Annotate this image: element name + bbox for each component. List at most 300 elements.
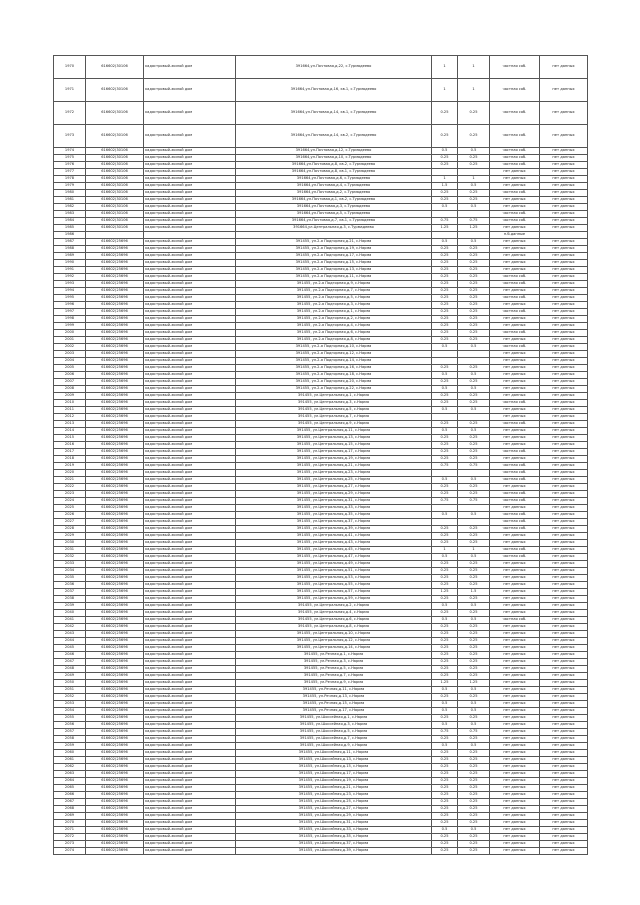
row-number-cell: 2033: [54, 561, 86, 568]
object-type-cell: кадастровый-жилой дом: [144, 652, 236, 659]
share-cell: 0.25: [458, 785, 490, 792]
ownership-cell: нет данных: [490, 582, 540, 589]
share-cell: [458, 232, 490, 239]
area-cell: 1: [432, 547, 458, 554]
address-cell: 391455, ул.Шоссейная,д.21, с.Нарма: [236, 785, 432, 792]
address-cell: 391455, ул.2-я Подгорная,д.7, с.Нарма: [236, 288, 432, 295]
row-number-cell: 2017: [54, 449, 86, 456]
cadastral-code-cell: 616602(25696: [86, 505, 144, 512]
object-type-cell: кадастровый-жилой дом: [144, 372, 236, 379]
status-cell: нет данных: [540, 218, 588, 225]
table-row: [54, 169, 588, 176]
row-number-cell: 2065: [54, 785, 86, 792]
cadastral-code-cell: 616602(25696: [86, 421, 144, 428]
share-cell: 0.25: [458, 253, 490, 260]
status-cell: нет данных: [540, 393, 588, 400]
area-cell: 0.5: [432, 344, 458, 351]
address-cell: 391664,ул.Почтовая,д.14, кв.1, с.Турмадеево: [236, 102, 432, 125]
ownership-cell: нет данных: [490, 624, 540, 631]
share-cell: 0.25: [458, 820, 490, 827]
object-type-cell: кадастровый-жилой дом: [144, 393, 236, 400]
cadastral-code-cell: 616602(25696: [86, 379, 144, 386]
area-cell: 0.25: [432, 645, 458, 652]
area-cell: 0.75: [432, 498, 458, 505]
ownership-cell: нет данных: [490, 792, 540, 799]
area-cell: 0.25: [432, 834, 458, 841]
ownership-cell: частная соб.: [490, 449, 540, 456]
ownership-cell: нет данных: [490, 708, 540, 715]
area-cell: 0.25: [432, 792, 458, 799]
object-type-cell: [144, 232, 236, 239]
table-row: [54, 267, 588, 274]
address-cell: 391455, ул.Шоссейная,д.35, с.Нарма: [236, 834, 432, 841]
address-cell: 391455, ул.2-я Подгорная,д.19, с.Нарма: [236, 246, 432, 253]
status-cell: нет данных: [540, 260, 588, 267]
status-cell: нет данных: [540, 148, 588, 155]
share-cell: 0.25: [458, 715, 490, 722]
cadastral-code-cell: 616602(25696: [86, 274, 144, 281]
area-cell: 0.25: [432, 162, 458, 169]
row-number-cell: 1996: [54, 302, 86, 309]
object-type-cell: кадастровый-жилой дом: [144, 400, 236, 407]
status-cell: нет данных: [540, 477, 588, 484]
address-cell: 391455, ул.Центральная,д.5, с.Нарма: [236, 407, 432, 414]
cadastral-code-cell: 616602(25696: [86, 729, 144, 736]
address-cell: 391455, ул.2-я Подгорная,д.13, с.Нарма: [236, 267, 432, 274]
object-type-cell: кадастровый-жилой дом: [144, 680, 236, 687]
area-cell: 0.25: [432, 666, 458, 673]
ownership-cell: нет данных: [490, 568, 540, 575]
object-type-cell: кадастровый-жилой дом: [144, 568, 236, 575]
area-cell: 0.25: [432, 848, 458, 855]
share-cell: 0.25: [458, 652, 490, 659]
row-number-cell: 1972: [54, 102, 86, 125]
table-row: [54, 435, 588, 442]
share-cell: 0.25: [458, 631, 490, 638]
share-cell: [458, 358, 490, 365]
share-cell: 0.25: [458, 442, 490, 449]
row-number-cell: 2038: [54, 596, 86, 603]
object-type-cell: кадастровый-жилой дом: [144, 309, 236, 316]
cadastral-code-cell: 616602(25696: [86, 295, 144, 302]
cadastral-code-cell: 616602(25696: [86, 834, 144, 841]
share-cell: 0.25: [458, 491, 490, 498]
area-cell: 0.25: [432, 330, 458, 337]
ownership-cell: частная соб.: [490, 102, 540, 125]
cadastral-code-cell: 616602(25696: [86, 687, 144, 694]
table-row: [54, 659, 588, 666]
status-cell: нет данных: [540, 750, 588, 757]
ownership-cell: частная соб.: [490, 554, 540, 561]
object-type-cell: кадастровый-жилой дом: [144, 666, 236, 673]
cadastral-code-cell: 616602(30106: [86, 79, 144, 102]
cadastral-code-cell: 616602(25696: [86, 456, 144, 463]
status-cell: нет данных: [540, 365, 588, 372]
area-cell: 0.25: [432, 253, 458, 260]
cadastral-code-cell: 616602(25696: [86, 750, 144, 757]
table-row: [54, 442, 588, 449]
status-cell: нет данных: [540, 102, 588, 125]
object-type-cell: кадастровый-жилой дом: [144, 729, 236, 736]
object-type-cell: кадастровый-жилой дом: [144, 617, 236, 624]
table-row: [54, 232, 588, 239]
table-row: [54, 645, 588, 652]
ownership-cell: нет данных: [490, 302, 540, 309]
object-type-cell: кадастровый-жилой дом: [144, 659, 236, 666]
cadastral-code-cell: 616602(25696: [86, 666, 144, 673]
area-cell: 0.25: [432, 820, 458, 827]
share-cell: 0.25: [458, 197, 490, 204]
row-number-cell: 2026: [54, 512, 86, 519]
row-number-cell: 2053: [54, 701, 86, 708]
area-cell: 1.5: [432, 183, 458, 190]
table-row: [54, 197, 588, 204]
address-cell: 391455, ул.Центральная,д.29, с.Нарма: [236, 491, 432, 498]
status-cell: нет данных: [540, 596, 588, 603]
row-number-cell: 2006: [54, 372, 86, 379]
cadastral-code-cell: 616602(25696: [86, 785, 144, 792]
address-cell: 391455, ул.Центральная,д.51, с.Нарма: [236, 568, 432, 575]
listing-table-body: [54, 56, 588, 855]
status-cell: нет данных: [540, 743, 588, 750]
status-cell: нет данных: [540, 309, 588, 316]
ownership-cell: нет данных: [490, 414, 540, 421]
address-cell: 391455, ул.Центральная,д.3, с.Нарма: [236, 400, 432, 407]
share-cell: 0.25: [458, 736, 490, 743]
share-cell: 0.25: [458, 484, 490, 491]
status-cell: нет данных: [540, 435, 588, 442]
cadastral-code-cell: 616602(30106: [86, 56, 144, 79]
status-cell: нет данных: [540, 169, 588, 176]
object-type-cell: кадастровый-жилой дом: [144, 610, 236, 617]
share-cell: 0.25: [458, 125, 490, 148]
table-row: [54, 631, 588, 638]
object-type-cell: кадастровый-жилой дом: [144, 176, 236, 183]
share-cell: [458, 519, 490, 526]
area-cell: 0.25: [432, 155, 458, 162]
ownership-cell: нет данных: [490, 575, 540, 582]
share-cell: 1: [458, 56, 490, 79]
share-cell: 0.25: [458, 533, 490, 540]
area-cell: 0.5: [432, 708, 458, 715]
status-cell: нет данных: [540, 778, 588, 785]
status-cell: нет данных: [540, 617, 588, 624]
share-cell: [458, 351, 490, 358]
status-cell: нет данных: [540, 190, 588, 197]
row-number-cell: 1974: [54, 148, 86, 155]
cadastral-code-cell: 616602(25696: [86, 316, 144, 323]
table-row: [54, 638, 588, 645]
table-row: [54, 239, 588, 246]
share-cell: 0.25: [458, 316, 490, 323]
cadastral-code-cell: 616602(30106: [86, 176, 144, 183]
ownership-cell: частная соб.: [490, 491, 540, 498]
ownership-cell: нет данных: [490, 694, 540, 701]
address-cell: 391455, ул.Шоссейная,д.11, с.Нарма: [236, 750, 432, 757]
cadastral-code-cell: 616602(30106: [86, 190, 144, 197]
table-row: [54, 806, 588, 813]
area-cell: 0.25: [432, 631, 458, 638]
object-type-cell: кадастровый-жилой дом: [144, 148, 236, 155]
ownership-cell: нет данных: [490, 204, 540, 211]
cadastral-code-cell: 616602(25696: [86, 463, 144, 470]
row-number-cell: 1978: [54, 176, 86, 183]
table-row: [54, 778, 588, 785]
ownership-cell: нет данных: [490, 589, 540, 596]
area-cell: 0.25: [432, 393, 458, 400]
status-cell: нет данных: [540, 386, 588, 393]
object-type-cell: кадастровый-жилой дом: [144, 442, 236, 449]
row-number-cell: 1997: [54, 309, 86, 316]
row-number-cell: 2005: [54, 365, 86, 372]
status-cell: нет данных: [540, 498, 588, 505]
area-cell: 0.25: [432, 736, 458, 743]
status-cell: нет данных: [540, 638, 588, 645]
cadastral-code-cell: 616602(25696: [86, 470, 144, 477]
address-cell: 391455, ул.Речная,д.3, с.Нарма: [236, 659, 432, 666]
share-cell: [458, 505, 490, 512]
cadastral-code-cell: 616602(25696: [86, 400, 144, 407]
area-cell: 0.75: [432, 729, 458, 736]
share-cell: 0.25: [458, 673, 490, 680]
area-cell: 0.25: [432, 442, 458, 449]
share-cell: 0.25: [458, 302, 490, 309]
status-cell: нет данных: [540, 526, 588, 533]
area-cell: 0.25: [432, 610, 458, 617]
address-cell: 391455, ул.Шоссейная,д.33, с.Нарма: [236, 827, 432, 834]
cadastral-code-cell: 616602(25696: [86, 610, 144, 617]
object-type-cell: кадастровый-жилой дом: [144, 519, 236, 526]
area-cell: 0.25: [432, 491, 458, 498]
object-type-cell: кадастровый-жилой дом: [144, 365, 236, 372]
share-cell: 0.5: [458, 344, 490, 351]
ownership-cell: нет данных: [490, 785, 540, 792]
row-number-cell: 2018: [54, 456, 86, 463]
ownership-cell: нет данных: [490, 806, 540, 813]
row-number-cell: 2055: [54, 715, 86, 722]
cadastral-code-cell: 616602(25696: [86, 540, 144, 547]
ownership-cell: нет данных: [490, 183, 540, 190]
share-cell: 0.75: [458, 729, 490, 736]
status-cell: нет данных: [540, 155, 588, 162]
address-cell: 391455, ул.Речная,д.1, с.Нарма: [236, 652, 432, 659]
object-type-cell: кадастровый-жилой дом: [144, 218, 236, 225]
row-number-cell: 2064: [54, 778, 86, 785]
object-type-cell: кадастровый-жилой дом: [144, 799, 236, 806]
table-row: [54, 386, 588, 393]
share-cell: 0.25: [458, 750, 490, 757]
ownership-cell: нет данных: [490, 736, 540, 743]
row-number-cell: 1975: [54, 155, 86, 162]
area-cell: 0.25: [432, 316, 458, 323]
status-cell: нет данных: [540, 176, 588, 183]
area-cell: 0.5: [432, 701, 458, 708]
address-cell: 391664,ул.Центральная,д.3, с.Турмадеево: [236, 225, 432, 232]
table-row: [54, 750, 588, 757]
row-number-cell: 2003: [54, 351, 86, 358]
cadastral-code-cell: 616602(30106: [86, 218, 144, 225]
area-cell: [432, 358, 458, 365]
share-cell: 0.25: [458, 582, 490, 589]
cadastral-code-cell: 616602(30106: [86, 211, 144, 218]
ownership-cell: нет данных: [490, 442, 540, 449]
ownership-cell: частная соб.: [490, 295, 540, 302]
ownership-cell: нет данных: [490, 253, 540, 260]
ownership-cell: нет данных: [490, 631, 540, 638]
row-number-cell: 2056: [54, 722, 86, 729]
table-row: [54, 365, 588, 372]
area-cell: 1.25: [432, 589, 458, 596]
ownership-cell: нет данных: [490, 561, 540, 568]
status-cell: нет данных: [540, 449, 588, 456]
table-row: [54, 253, 588, 260]
row-number-cell: 1980: [54, 190, 86, 197]
ownership-cell: нет данных: [490, 323, 540, 330]
cadastral-code-cell: 616602(25696: [86, 638, 144, 645]
address-cell: 391455, ул.Шоссейная,д.7, с.Нарма: [236, 736, 432, 743]
address-cell: 391664,ул.Почтовая,д.2, с.Турмадеево: [236, 190, 432, 197]
share-cell: [458, 414, 490, 421]
address-cell: 391455, ул.Центральная,д.31, с.Нарма: [236, 498, 432, 505]
status-cell: нет данных: [540, 701, 588, 708]
status-cell: нет данных: [540, 267, 588, 274]
address-cell: 391664,ул.Почтовая,д.10, с.Турмадеево: [236, 155, 432, 162]
address-cell: 391455, ул.Центральная,д.14, с.Нарма: [236, 645, 432, 652]
ownership-cell: частная соб.: [490, 218, 540, 225]
ownership-cell: нет данных: [490, 638, 540, 645]
row-number-cell: 2070: [54, 820, 86, 827]
address-cell: 391455, ул.Шоссейная,д.27, с.Нарма: [236, 806, 432, 813]
status-cell: нет данных: [540, 358, 588, 365]
share-cell: 0.25: [458, 155, 490, 162]
ownership-cell: частная соб.: [490, 526, 540, 533]
address-cell: 391455, ул.Центральная,д.37, с.Нарма: [236, 519, 432, 526]
table-row: [54, 449, 588, 456]
area-cell: 0.25: [432, 484, 458, 491]
status-cell: нет данных: [540, 624, 588, 631]
cadastral-code-cell: 616602(25696: [86, 624, 144, 631]
object-type-cell: кадастровый-жилой дом: [144, 204, 236, 211]
address-cell: 391455, ул.Речная,д.15, с.Нарма: [236, 701, 432, 708]
area-cell: 0.25: [432, 302, 458, 309]
ownership-cell: нет данных: [490, 687, 540, 694]
ownership-cell: нет данных: [490, 456, 540, 463]
row-number-cell: 2007: [54, 379, 86, 386]
status-cell: нет данных: [540, 246, 588, 253]
ownership-cell: частная соб.: [490, 155, 540, 162]
row-number-cell: 2028: [54, 526, 86, 533]
row-number-cell: 2022: [54, 484, 86, 491]
area-cell: 0.25: [432, 260, 458, 267]
object-type-cell: кадастровый-жилой дом: [144, 645, 236, 652]
share-cell: 0.25: [458, 393, 490, 400]
status-cell: нет данных: [540, 568, 588, 575]
row-number-cell: 2073: [54, 841, 86, 848]
table-row: [54, 79, 588, 102]
object-type-cell: кадастровый-жилой дом: [144, 827, 236, 834]
object-type-cell: кадастровый-жилой дом: [144, 155, 236, 162]
table-row: [54, 841, 588, 848]
status-cell: нет данных: [540, 351, 588, 358]
area-cell: 0.25: [432, 659, 458, 666]
share-cell: 0.5: [458, 554, 490, 561]
table-row: [54, 421, 588, 428]
object-type-cell: кадастровый-жилой дом: [144, 79, 236, 102]
cadastral-code-cell: 616602(25696: [86, 414, 144, 421]
status-cell: нет данных: [540, 792, 588, 799]
object-type-cell: кадастровый-жилой дом: [144, 526, 236, 533]
table-row: [54, 56, 588, 79]
share-cell: 0.25: [458, 813, 490, 820]
share-cell: 0.5: [458, 722, 490, 729]
table-row: [54, 344, 588, 351]
share-cell: 0.25: [458, 575, 490, 582]
cadastral-code-cell: 616602(25696: [86, 344, 144, 351]
object-type-cell: кадастровый-жилой дом: [144, 267, 236, 274]
ownership-cell: частная соб.: [490, 162, 540, 169]
share-cell: 0.25: [458, 421, 490, 428]
row-number-cell: 2027: [54, 519, 86, 526]
address-cell: 391455, ул.Центральная,д.35, с.Нарма: [236, 512, 432, 519]
row-number-cell: 2062: [54, 764, 86, 771]
area-cell: [432, 232, 458, 239]
address-cell: 391455, ул.2-я Подгорная,д.22, с.Нарма: [236, 386, 432, 393]
object-type-cell: кадастровый-жилой дом: [144, 56, 236, 79]
table-row: [54, 225, 588, 232]
table-row: [54, 708, 588, 715]
cadastral-code-cell: 616602(25696: [86, 330, 144, 337]
share-cell: 0.25: [458, 337, 490, 344]
table-row: [54, 596, 588, 603]
cadastral-code-cell: 616602(25696: [86, 288, 144, 295]
status-cell: нет данных: [540, 295, 588, 302]
object-type-cell: кадастровый-жилой дом: [144, 288, 236, 295]
object-type-cell: кадастровый-жилой дом: [144, 421, 236, 428]
table-row: [54, 155, 588, 162]
area-cell: 0.75: [432, 218, 458, 225]
object-type-cell: кадастровый-жилой дом: [144, 379, 236, 386]
address-cell: 391455, ул.Центральная,д.21, с.Нарма: [236, 463, 432, 470]
share-cell: [458, 470, 490, 477]
cadastral-code-cell: 616602(25696: [86, 827, 144, 834]
address-cell: 391664,ул.Почтовая,д.3, с.Турмадеево: [236, 204, 432, 211]
address-cell: 391455, ул.Центральная,д.55, с.Нарма: [236, 582, 432, 589]
share-cell: 0.25: [458, 267, 490, 274]
address-cell: 391455, ул.Центральная,д.47, с.Нарма: [236, 554, 432, 561]
table-row: [54, 246, 588, 253]
area-cell: 0.25: [432, 102, 458, 125]
area-cell: 0.25: [432, 337, 458, 344]
object-type-cell: кадастровый-жилой дом: [144, 456, 236, 463]
table-row: [54, 463, 588, 470]
object-type-cell: кадастровый-жилой дом: [144, 806, 236, 813]
row-number-cell: 2032: [54, 554, 86, 561]
cadastral-code-cell: 616602(25696: [86, 757, 144, 764]
object-type-cell: кадастровый-жилой дом: [144, 561, 236, 568]
ownership-cell: нет данных: [490, 827, 540, 834]
ownership-cell: нет данных: [490, 386, 540, 393]
status-cell: нет данных: [540, 323, 588, 330]
row-number-cell: 1986: [54, 232, 86, 239]
table-row: [54, 274, 588, 281]
area-cell: 0.5: [432, 687, 458, 694]
status-cell: нет данных: [540, 484, 588, 491]
table-row: [54, 456, 588, 463]
status-cell: нет данных: [540, 645, 588, 652]
table-row: [54, 652, 588, 659]
table-row: [54, 162, 588, 169]
table-row: [54, 505, 588, 512]
